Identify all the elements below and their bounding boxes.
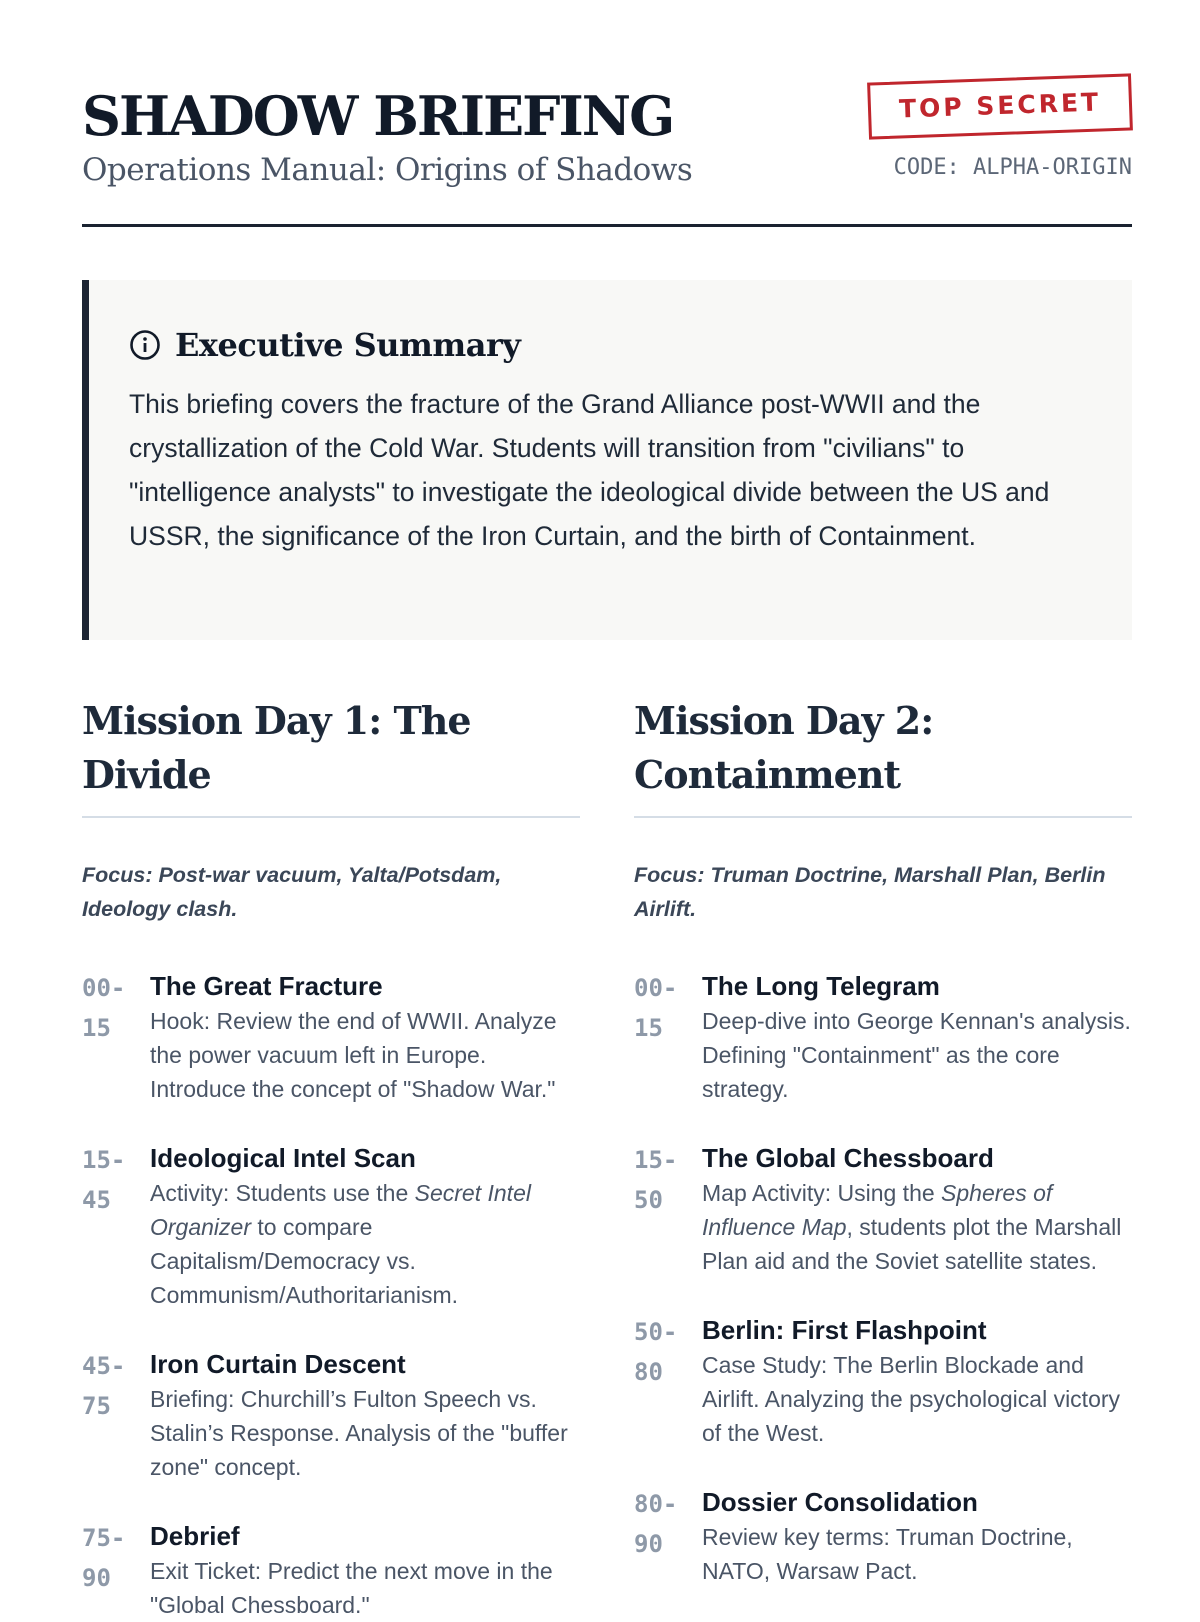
description-text: , students plot the Marshall Plan aid and the Soviet satellite states. bbox=[702, 1214, 1122, 1274]
time-end: 75 bbox=[82, 1392, 111, 1420]
page-title: SHADOW BRIEFING bbox=[82, 84, 674, 148]
summary-text: This briefing covers the fracture of the Grand Alliance post-WWII and the crystallization of the Cold War. Students will transition from "civilians" to "intelligence analysts" to investigate the ideological divide between the US and USSR, the significance of the Iron Curtain, and the birth of Containment. bbox=[129, 389, 1050, 551]
day-2-focus: Focus: Truman Doctrine, Marshall Plan, Berlin Airlift. bbox=[634, 863, 1106, 921]
item-description: Case Study: The Berlin Blockade and Airlift. Analyzing the psychological victory of the West. bbox=[702, 1352, 1121, 1446]
time-range bbox=[634, 1312, 702, 1450]
time-end: 50 bbox=[634, 1186, 663, 1214]
time-start: 80- bbox=[634, 1490, 678, 1518]
time-end: 45 bbox=[82, 1186, 111, 1214]
resource-name: Spheres of Influence Map bbox=[702, 1180, 1053, 1240]
time-start: 75- bbox=[82, 1524, 126, 1552]
item-body bbox=[702, 1140, 1132, 1278]
time-end: 90 bbox=[82, 1564, 111, 1592]
time-range bbox=[82, 968, 150, 1106]
time-start: 00- bbox=[82, 974, 126, 1002]
schedule-item bbox=[634, 1140, 1132, 1278]
description-text: Activity: Students use the bbox=[150, 1180, 415, 1206]
day-2-title: Mission Day 2: Containment bbox=[634, 694, 1132, 818]
code-label: CODE: ALPHA-ORIGIN bbox=[893, 155, 1132, 180]
item-description: Exit Ticket: Predict the next move in the "Global Chessboard." bbox=[150, 1558, 553, 1618]
item-title: Dossier Consolidation bbox=[702, 1487, 978, 1517]
schedule-item bbox=[634, 1312, 1132, 1450]
item-body bbox=[702, 1312, 1132, 1450]
item-description bbox=[702, 1176, 1132, 1278]
top-secret-stamp: TOP SECRET bbox=[867, 73, 1133, 139]
time-end: 80 bbox=[634, 1358, 663, 1386]
item-title: Debrief bbox=[150, 1521, 240, 1551]
time-range bbox=[634, 968, 702, 1106]
resource-name: Secret Intel Organizer bbox=[150, 1180, 531, 1240]
item-description: Deep-dive into George Kennan's analysis. Defining "Containment" as the core strategy. bbox=[702, 1008, 1131, 1102]
time-end: 15 bbox=[82, 1014, 111, 1042]
executive-summary bbox=[82, 280, 1132, 640]
item-body bbox=[150, 968, 580, 1106]
time-range bbox=[634, 1484, 702, 1588]
time-start: 00- bbox=[634, 974, 678, 1002]
item-body bbox=[150, 1346, 580, 1484]
item-title: Ideological Intel Scan bbox=[150, 1143, 416, 1173]
day-1-focus: Focus: Post-war vacuum, Yalta/Potsdam, Ideology clash. bbox=[82, 863, 502, 921]
mission-day-1 bbox=[82, 694, 580, 1622]
item-description: Briefing: Churchill’s Fulton Speech vs. Stalin’s Response. Analysis of the "buffer zone" concept. bbox=[150, 1386, 568, 1480]
item-title: Berlin: First Flashpoint bbox=[702, 1315, 987, 1345]
time-start: 15- bbox=[82, 1146, 126, 1174]
item-description bbox=[150, 1176, 580, 1312]
item-title: The Long Telegram bbox=[702, 971, 940, 1001]
item-body bbox=[702, 1484, 1132, 1588]
schedule-item bbox=[634, 968, 1132, 1106]
time-range bbox=[82, 1346, 150, 1484]
day-1-title: Mission Day 1: The Divide bbox=[82, 694, 580, 818]
item-title: Iron Curtain Descent bbox=[150, 1349, 406, 1379]
info-icon bbox=[129, 329, 161, 361]
schedule-item bbox=[82, 968, 580, 1106]
time-start: 45- bbox=[82, 1352, 126, 1380]
time-start: 15- bbox=[634, 1146, 678, 1174]
schedule-item bbox=[634, 1484, 1132, 1588]
item-body bbox=[702, 968, 1132, 1106]
schedule-item bbox=[82, 1346, 580, 1484]
summary-title: Executive Summary bbox=[175, 326, 521, 364]
time-range bbox=[634, 1140, 702, 1278]
description-text: to compare Capitalism/Democracy vs. Communism/Authoritarianism. bbox=[150, 1214, 459, 1308]
item-body bbox=[150, 1518, 580, 1622]
item-title: The Great Fracture bbox=[150, 971, 383, 1001]
mission-day-2 bbox=[634, 694, 1132, 1588]
item-description: Hook: Review the end of WWII. Analyze the power vacuum left in Europe. Introduce the concept of "Shadow War." bbox=[150, 1008, 557, 1102]
time-range bbox=[82, 1518, 150, 1622]
schedule-item bbox=[82, 1140, 580, 1312]
time-end: 15 bbox=[634, 1014, 663, 1042]
summary-header bbox=[129, 320, 1092, 370]
time-range bbox=[82, 1140, 150, 1312]
item-body bbox=[150, 1140, 580, 1312]
item-description: Review key terms: Truman Doctrine, NATO, Warsaw Pact. bbox=[702, 1524, 1073, 1584]
page-subtitle: Operations Manual: Origins of Shadows bbox=[82, 152, 693, 188]
schedule-item bbox=[82, 1518, 580, 1622]
item-title: The Global Chessboard bbox=[702, 1143, 994, 1173]
header bbox=[82, 80, 1132, 227]
time-start: 50- bbox=[634, 1318, 678, 1346]
time-end: 90 bbox=[634, 1530, 663, 1558]
description-text: Map Activity: Using the bbox=[702, 1180, 942, 1206]
